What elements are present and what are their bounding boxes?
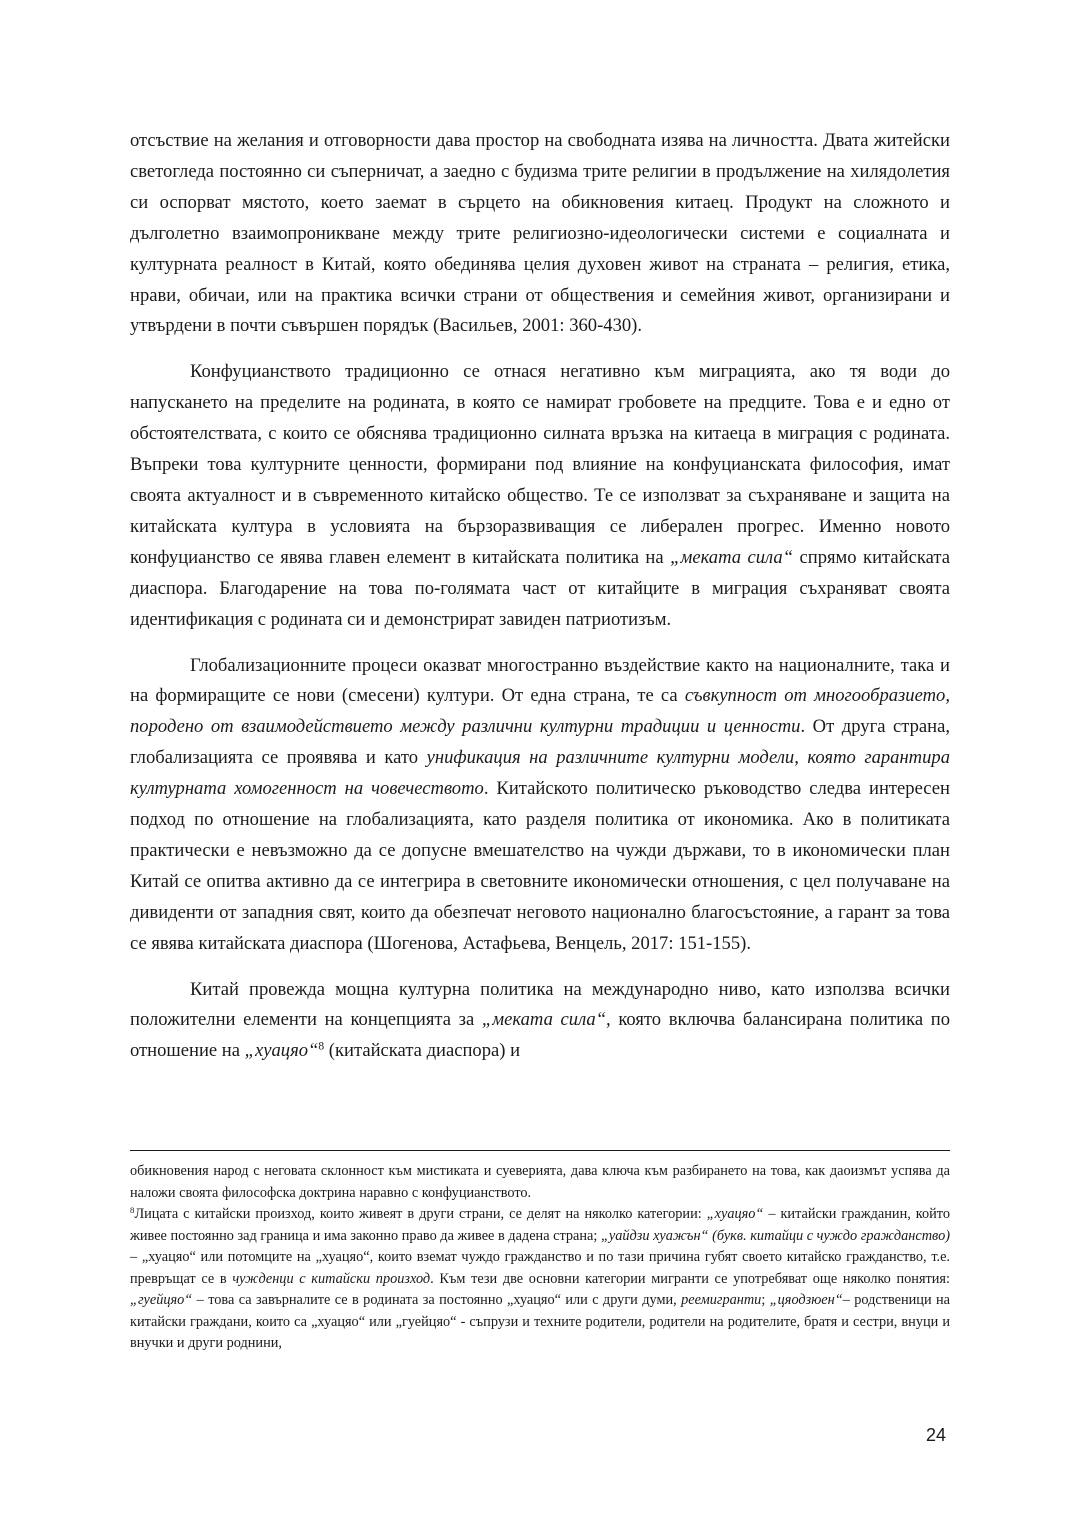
paragraph-2-text-b: спрямо китайската диаспора. Благодарение на това по-голямата част от китайците в миграция съхраняват своята идентификация с родината си и демонстрират завиден патриотизъм. bbox=[130, 546, 950, 630]
paragraph-1 bbox=[130, 126, 950, 342]
footnotes bbox=[130, 1161, 950, 1355]
footnote-ref-8[interactable]: 8 bbox=[318, 1041, 325, 1054]
paragraph-4-text-a: Китай провежда мощна културна политика на международно ниво, като използва всички положителни елементи на концепцията за bbox=[130, 978, 950, 1031]
paragraph-3-text-a: Глобализационните процеси оказват многостранно въздействие както на националните, така и на формиращите се нови (смесени) култури. От една страна, те са bbox=[130, 654, 950, 707]
footnote-8-italic-1: „хуацяо“ bbox=[706, 1206, 764, 1222]
footnote-8-text-7: – родственици на китайски граждани, които са „хуацяо“ или „гуейцяо“ - съпрузи и техните родители, родители на родителите, братя и сестри, внуци и внучки и други роднини, bbox=[130, 1292, 950, 1351]
footnote-8-italic-2: „уайдзи хуажън“ (букв. китайци с чуждо гражданство) bbox=[600, 1227, 950, 1244]
footnote-8-text-5: – това са завърналите се в родината за постоянно „хуацяо“ или с други думи, bbox=[192, 1292, 682, 1308]
paragraph-4-italic-huaqiao: „хуацяо“ bbox=[244, 1040, 319, 1062]
paragraph-4-text-b: която включва балансирана политика по отношение на bbox=[130, 1009, 950, 1062]
footnote-8-text-4: . Към тези две основни категории мигранти се употребяват още няколко понятия: bbox=[430, 1270, 950, 1287]
paragraph-2-text-a: Конфуцианството традиционно се отнася негативно към миграцията, ако тя води до напускането на пределите на родината, в която се намират гробовете на предците. Това е и едно от обстоятелствата, с които се обяснява традиционно силната връзка на китаеца в миграция с родината. Въпреки това културните ценности, формирани под влияние на конфуцианската философия, имат своята актуалност и в съвременното китайско общество. Те се използват за съхраняване и защита на китайската култура в условията на бързоразвиващия се либерален прогрес. Именно новото конфуцианство се явява главен елемент в китайската политика на bbox=[130, 361, 950, 568]
footnote-8-number: 8 bbox=[130, 1205, 135, 1216]
paragraph-3-text-c: . Китайското политическо ръководство следва интересен подход по отношение на глобализацията, като разделя политика от икономика. Ако в политиката практически е невъзможно да се допусне вмешателство на чужди държави, то в икономически план Китай се опитва активно да се интегрира в световните икономически отношения, с цел получаване на дивиденти от западния свят, които да обезпечат неговото национално благосъстояние, а гарант за това се явява китайската диаспора (Шогенова, Астафьева, Венцель, 2017: 151-155). bbox=[130, 778, 950, 954]
paragraph-1-text: отсъствие на желания и отговорности дава простор на свободната изява на личността. Двата житейски светогледа постоянно си съперничат, а заедно с будизма трите религии в продължение на хилядолетия си оспорват мястото, което заемат в сърцето на обикновения китаец. Продукт на сложното и дълголетно взаимопроникване между трите религиозно-идеологически системи е социалната и културната реалност в Китай, която обединява целия духовен живот на страната – религия, етика, нрави, обичаи, или на практика всички страни от обществения и семейния живот, организирани и утвърдени в почти съвършен порядък (Васильев, 2001: 360-430). bbox=[130, 130, 950, 337]
paragraph-2-italic-soft-power: „меката сила“ bbox=[670, 546, 794, 568]
paragraph-4-text-c: (китайската диаспора) и bbox=[324, 1040, 521, 1062]
body-text bbox=[130, 126, 950, 1067]
footnote-separator bbox=[130, 1150, 950, 1151]
paragraph-2 bbox=[130, 357, 950, 635]
footnote-continuation-text: обикновения народ с неговата склонност към мистиката и суеверията, дава ключа към разбирането на това, как даоизмът успява да наложи своята философска доктрина наравно с конфуцианството. bbox=[130, 1163, 950, 1201]
paragraph-3 bbox=[130, 651, 950, 960]
paragraph-3-italic-diversity: съвкупност от многообразието, породено от взаимодействието между различни културни традиции и ценности bbox=[130, 685, 950, 738]
footnote-continuation bbox=[130, 1161, 950, 1204]
page-number: 24 bbox=[925, 1425, 946, 1445]
paragraph-4-italic-soft-power: „меката сила“, bbox=[481, 1009, 611, 1031]
footnote-8 bbox=[130, 1204, 950, 1355]
footnote-8-text-1: Лицата с китайски произход, които живеят в други страни, се делят на няколко категории: bbox=[134, 1206, 707, 1222]
footnote-8-italic-4: „гуейцяо“ bbox=[130, 1292, 193, 1308]
footnote-8-italic-3: чужденци с китайски произход bbox=[232, 1270, 431, 1287]
footnote-8-text-2: – китайски гражданин, който живее постоянно зад граница и има законно право да живее в дадена страна; bbox=[130, 1206, 950, 1244]
footnote-8-text-3: – „хуацяо“ или потомците на „хуацяо“, които вземат чуждо гражданство и по тази причина губят своето китайско гражданство, т.е. превръщат се в bbox=[130, 1249, 950, 1287]
footnote-8-text-6: ; bbox=[761, 1292, 770, 1308]
footnote-8-italic-6: „цяодзюен“ bbox=[769, 1292, 843, 1308]
paragraph-4 bbox=[130, 975, 950, 1068]
paragraph-3-text-b: . От друга страна, глобализацията се проявява и като bbox=[130, 716, 950, 769]
footnote-8-italic-5: реемигранти bbox=[681, 1292, 762, 1308]
paragraph-3-italic-unification: унификация на различните културни модели, която гарантира културната хомогенност на човечеството bbox=[130, 747, 951, 800]
